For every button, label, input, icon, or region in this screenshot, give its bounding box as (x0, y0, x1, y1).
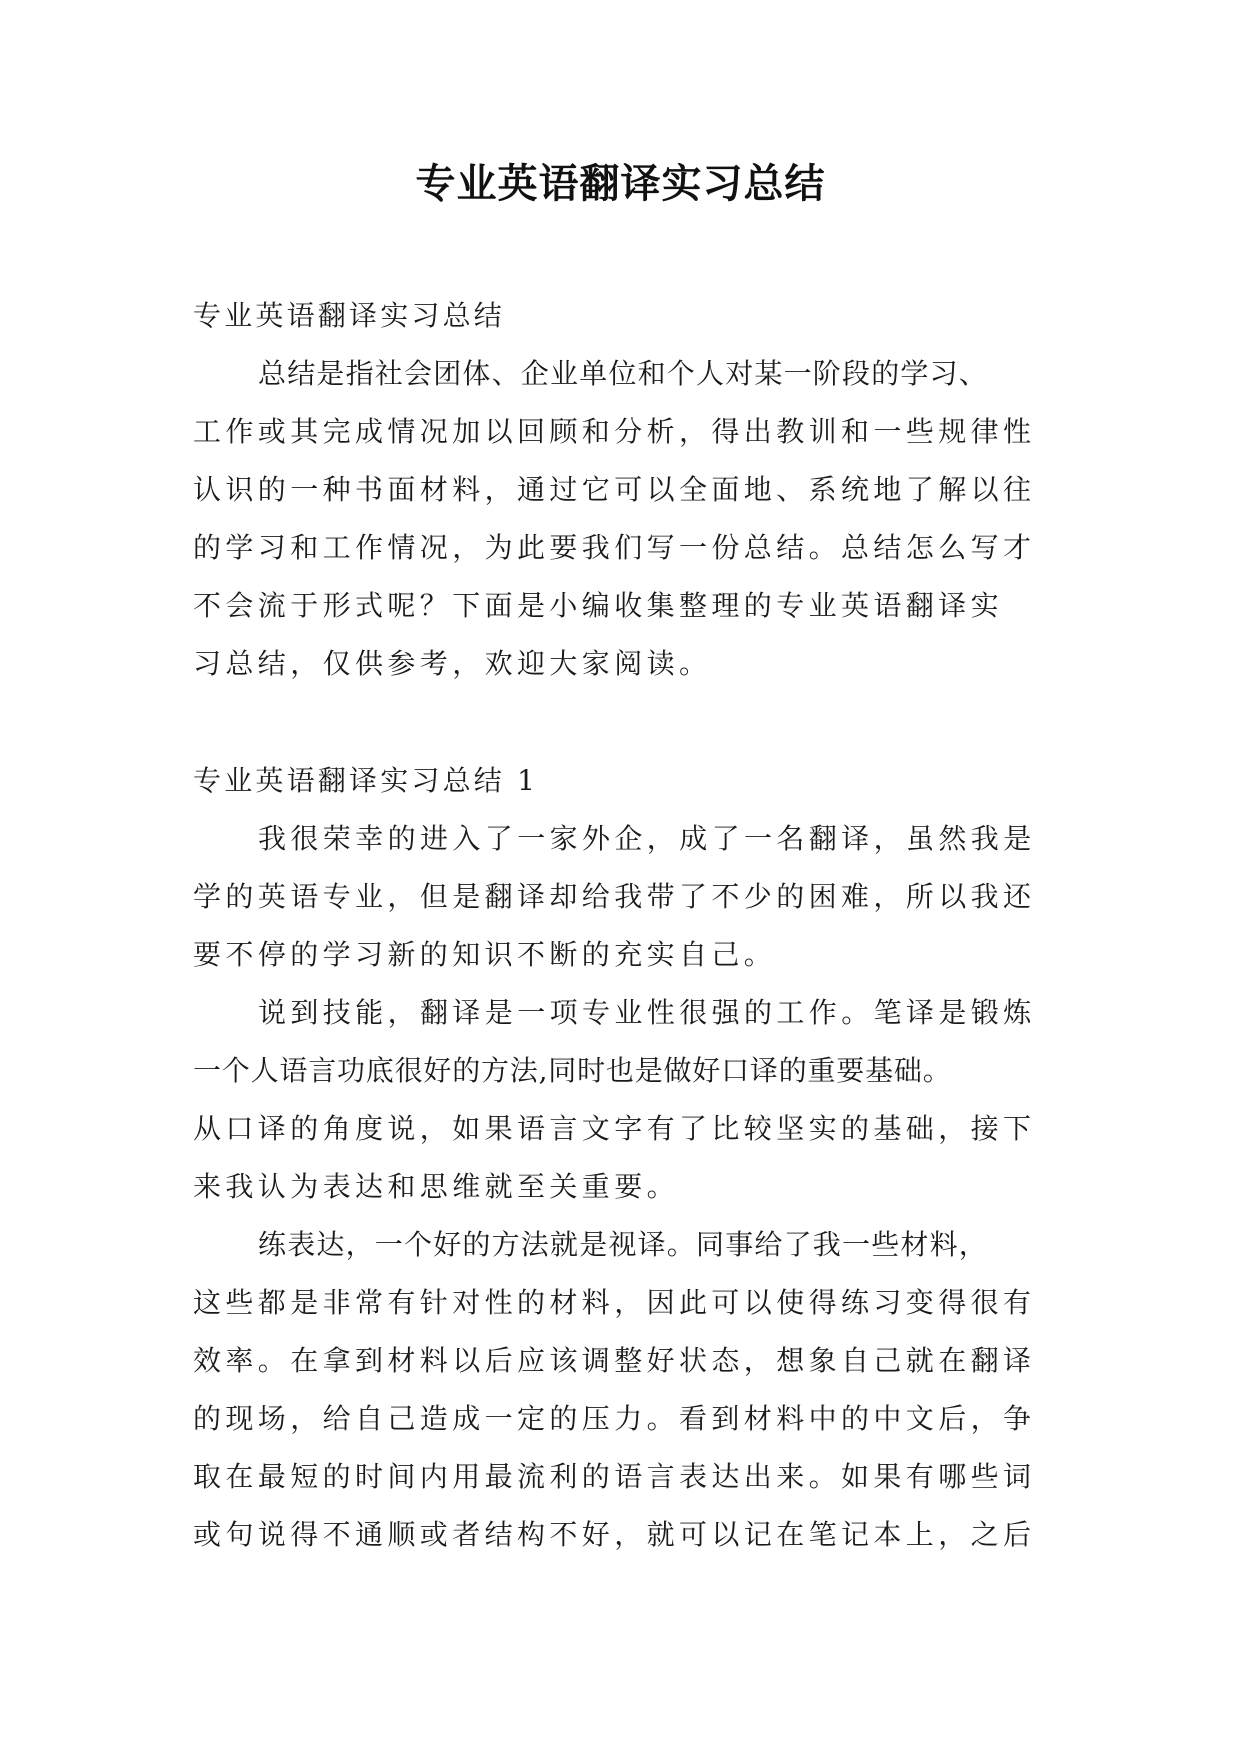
intro-line: 认识的一种书面材料，通过它可以全面地、系统地了解以往 (193, 473, 1036, 506)
intro-line: 工作或其完成情况加以回顾和分析，得出教训和一些规律性 (193, 415, 1036, 448)
section1-paragraph-3 (193, 1216, 1047, 1564)
section1-paragraph-2 (193, 984, 1047, 1216)
intro-line: 的学习和工作情况，为此要我们写一份总结。总结怎么写才 (193, 531, 1036, 564)
section1-heading: 专业英语翻译实习总结 1 (193, 764, 539, 797)
paragraph-line: 的现场，给自己造成一定的压力。看到材料中的中文后，争 (193, 1402, 1036, 1435)
document-body (193, 287, 1047, 1564)
paragraph-line: 说到技能，翻译是一项专业性很强的工作。笔译是锻炼 (258, 996, 1036, 1029)
paragraph-line: 一个人语言功底很好的方法,同时也是做好口译的重要基础。 (193, 1054, 952, 1087)
paragraph-line: 从口译的角度说，如果语言文字有了比较坚实的基础，接下 (193, 1112, 1036, 1145)
paragraph-line: 学的英语专业，但是翻译却给我带了不少的困难，所以我还 (193, 880, 1036, 913)
intro-line: 不会流于形式呢？下面是小编收集整理的专业英语翻译实 (193, 589, 1004, 622)
intro-heading: 专业英语翻译实习总结 (193, 299, 506, 332)
paragraph-line: 练表达，一个好的方法就是视译。同事给了我一些材料， (258, 1228, 989, 1261)
section1-paragraph-1 (193, 810, 1047, 984)
intro-line: 习总结，仅供参考，欢迎大家阅读。 (193, 647, 712, 680)
intro-paragraph (193, 345, 1047, 693)
paragraph-line: 取在最短的时间内用最流利的语言表达出来。如果有哪些词 (193, 1460, 1036, 1493)
paragraph-line: 来我认为表达和思维就至关重要。 (193, 1170, 680, 1203)
intro-line: 总结是指社会团体、企业单位和个人对某一阶段的学习、 (258, 357, 989, 390)
paragraph-line: 效率。在拿到材料以后应该调整好状态，想象自己就在翻译 (193, 1344, 1036, 1377)
document-title: 专业英语翻译实习总结 (415, 160, 826, 207)
paragraph-line: 我很荣幸的进入了一家外企，成了一名翻译，虽然我是 (258, 822, 1036, 855)
paragraph-line: 或句说得不通顺或者结构不好，就可以记在笔记本上，之后 (193, 1518, 1036, 1551)
paragraph-line: 这些都是非常有针对性的材料，因此可以使得练习变得很有 (193, 1286, 1036, 1319)
paragraph-line: 要不停的学习新的知识不断的充实自己。 (193, 938, 777, 971)
section-spacer (193, 693, 1047, 752)
